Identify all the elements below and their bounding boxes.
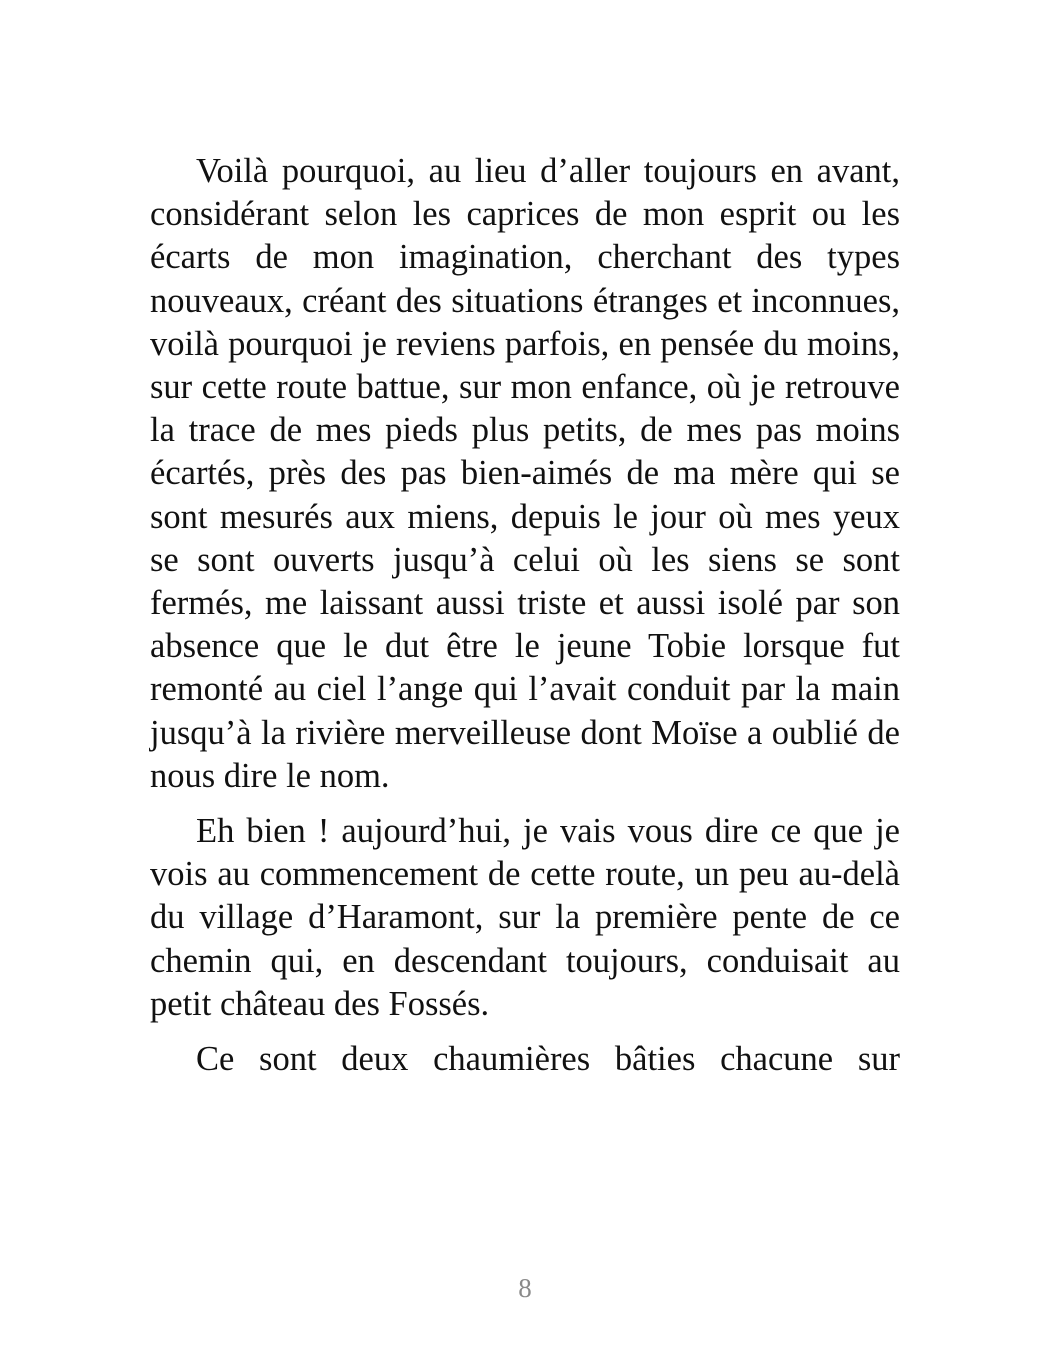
paragraph-2: Eh bien ! aujourd’hui, je vais vous dire ce que je vois au commencement de cette route, un peu au-delà du village d’Haramont, sur la première pente de ce chemin qui, en descendant toujours, conduisait au petit château des Fossés. <box>150 812 900 1023</box>
paragraph-1: Voilà pourquoi, au lieu d’aller toujours en avant, considérant selon les caprices de mon esprit ou les écarts de mon imagination, cherchant des types nouveaux, créant des situations étranges et inconnues, voilà pourquoi je reviens parfois, en pensée du moins, sur cette route battue, sur mon enfance, où je retrouve la trace de mes pieds plus petits, de mes pas moins écartés, près des pas bien-aimés de ma mère qui se sont mesurés aux miens, depuis le jour où mes yeux se sont ouverts jusqu’à celui où les siens se sont fermés, me laissant aussi triste et aussi isolé par son absence que le dut être le jeune Tobie lorsque fut remonté au ciel l’ange qui l’avait conduit par la main jusqu’à la rivière merveilleuse dont Moïse a oublié de nous dire le nom. <box>150 152 900 795</box>
paragraph-3: Ce sont deux chaumières bâties chacune sur <box>196 1040 900 1079</box>
body-text <box>150 150 900 1093</box>
page-number: 8 <box>518 1273 532 1303</box>
